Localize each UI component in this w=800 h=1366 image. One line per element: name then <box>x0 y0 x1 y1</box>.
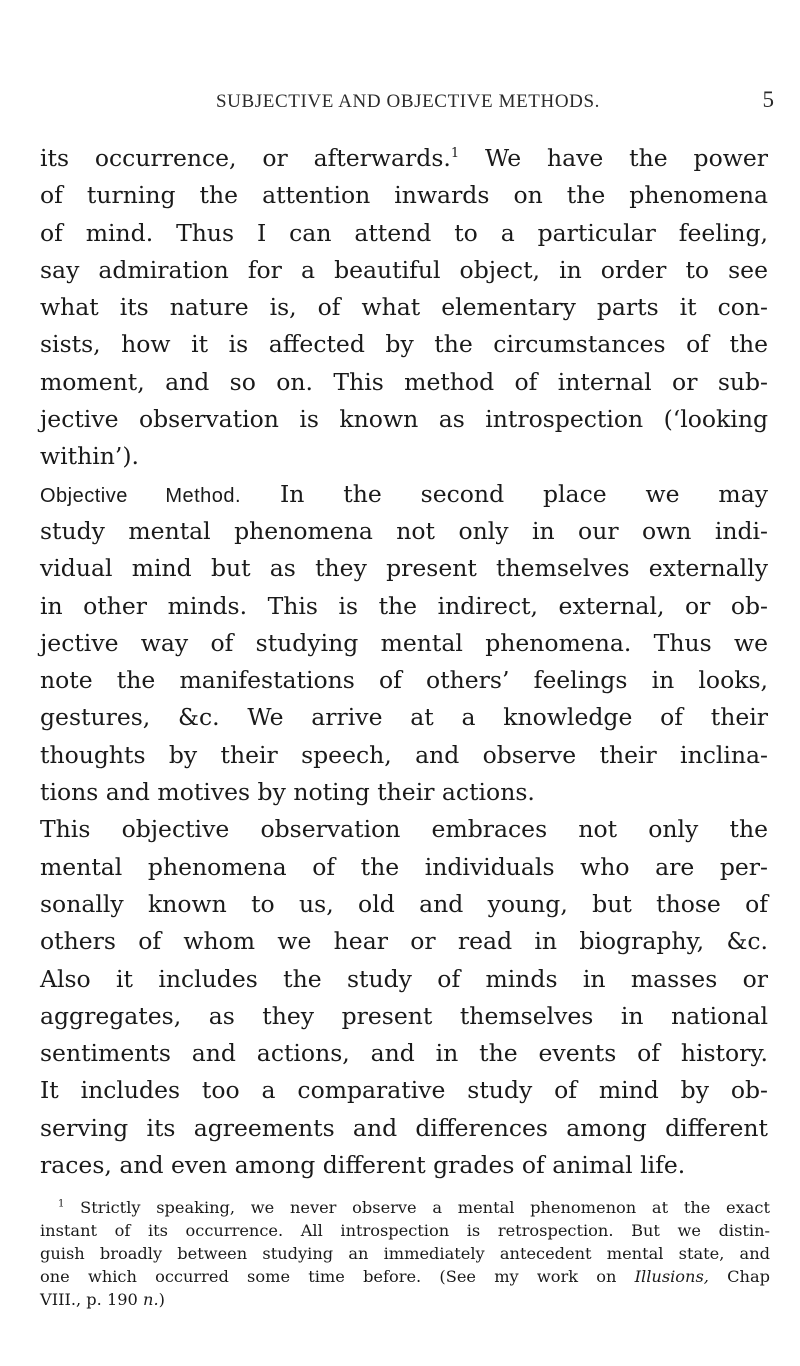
text-line: of turning the attention inwards on the phenomena <box>40 181 768 210</box>
text-line: serving its agreements and differences among different <box>40 1113 768 1142</box>
text-line: jective observation is known as introspection (‘looking <box>40 405 768 434</box>
footnote-line: guish broadly between studying an immediately antecedent mental state, and <box>40 1244 770 1263</box>
text-line: in other minds. This is the indirect, external, or ob- <box>40 591 768 620</box>
footnote-line: VIII., p. 190 n.) <box>40 1290 165 1309</box>
text-line: mental phenomena of the individuals who are per- <box>40 852 768 881</box>
footnote-line: instant of its occurrence. All introspection is retrospection. But we distin- <box>40 1221 770 1240</box>
running-head <box>42 87 774 117</box>
running-title: SUBJECTIVE AND OBJECTIVE METHODS. <box>216 91 600 112</box>
text-line: This objective observation embraces not only the <box>40 815 768 844</box>
text-line: others of whom we hear or read in biography, &c. <box>40 927 768 956</box>
text-line: aggregates, as they present themselves in national <box>40 1001 768 1030</box>
page-number: 5 <box>762 87 774 112</box>
work-title: Illusions, <box>634 1267 709 1286</box>
text-line: vidual mind but as they present themselves externally <box>40 554 768 583</box>
body-text <box>40 140 768 1184</box>
footnote-marker: 1 <box>58 1198 65 1210</box>
footnote-reference: 1 <box>450 146 460 162</box>
footnote-line: one which occurred some time before. (See my work on Illusions, Chap <box>40 1267 770 1286</box>
text-line: thoughts by their speech, and observe their inclina- <box>40 740 768 769</box>
text-line: say admiration for a beautiful object, in order to see <box>40 255 768 284</box>
text-line: note the manifestations of others’ feelings in looks, <box>40 666 768 695</box>
text-line: sentiments and actions, and in the events of history. <box>40 1039 768 1068</box>
text-line: moment, and so on. This method of internal or sub- <box>40 367 768 396</box>
text-line: study mental phenomena not only in our own indi- <box>40 516 768 545</box>
text-line: its occurrence, or afterwards.$^1$ We have the power <box>40 144 768 172</box>
text-line: It includes too a comparative study of mind by ob- <box>40 1076 768 1105</box>
text-line: races, and even among different grades of animal life. <box>40 1151 686 1180</box>
text-line: Objective Method. In the second place we may <box>40 479 768 508</box>
text-line: sists, how it is affected by the circumstances of the <box>40 330 768 359</box>
text-line: what its nature is, of what elementary parts it con- <box>40 293 768 322</box>
footnote <box>40 1196 770 1311</box>
text-line: tions and motives by noting their actions. <box>40 778 535 807</box>
text-line: of mind. Thus I can attend to a particular feeling, <box>40 218 768 247</box>
side-heading: Objective Method. <box>40 484 242 507</box>
text-line: sonally known to us, old and young, but those of <box>40 889 768 918</box>
text-line: within’). <box>40 442 139 471</box>
text-line: jective way of studying mental phenomena. Thus we <box>40 628 768 657</box>
text-line: gestures, &c. We arrive at a knowledge of their <box>40 703 768 732</box>
text-line: Also it includes the study of minds in masses or <box>40 964 768 993</box>
footnote-line: $^1$ Strictly speaking, we never observe a mental phenomenon at the exact <box>58 1198 770 1217</box>
